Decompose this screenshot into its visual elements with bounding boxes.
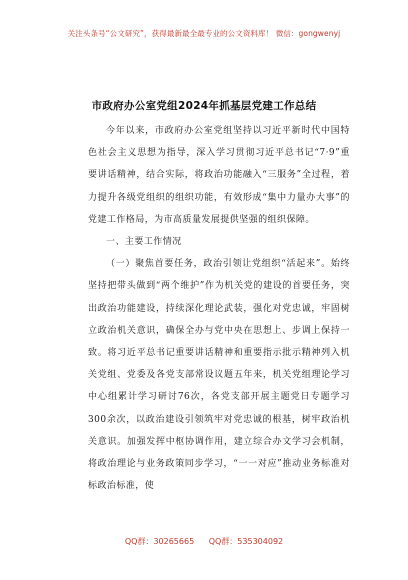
section-heading: 一、主要工作情况 bbox=[106, 237, 182, 248]
subsection-paragraph: （一）聚焦首要任务，政治引领让党组织“活起来”。始终坚持把带头做到“两个维护”作为机关党的建设的首要任务，突出政治功能建设，持续深化理论武装，强化对党忠诚，牢固树立政治机关意识，确保全办与党中央在思想上、步调上保持一致。将习近平总书记重要讲话精神和重要指示批示精神列入机关党组、党委及各党支部常设议题五年来，机关党组理论学习中心组累计学习研讨76次，各党支部开展主题党日专题学习300余次，以政治建设引领筑牢对党忠诚的根基，树牢政治机关意识。加强发挥中枢协调作用，建立综合办文学习会机制，将政治理论与业务政策同步学习，“一一对应”推动业务标准对标政治标准，使 bbox=[88, 259, 350, 492]
promo-banner: 关注头条号“公文研究”，获得最新最全最专业的公文资料库！ 微信：gongwenyj bbox=[67, 29, 341, 38]
qq-group-footer bbox=[0, 536, 408, 547]
document-body bbox=[88, 120, 350, 497]
qq-group-1: QQ群：30265665 bbox=[124, 537, 195, 546]
qq-group-2: QQ群：535304092 bbox=[208, 537, 284, 546]
document-title: 市政府办公室党组2024年抓基层党建工作总结 bbox=[91, 100, 317, 112]
intro-paragraph: 今年以来，市政府办公室党组坚持以习近平新时代中国特色社会主义思想为指导，深入学习贯彻习近平总书记“7·9”重要讲话精神，结合实际，将政治功能融入“三服务”全过程，着力提升各级党组织的组织功能，有效形成“集中力量办大事”的党建工作格局，为市高质量发展提供坚强的组织保障。 bbox=[88, 126, 350, 225]
